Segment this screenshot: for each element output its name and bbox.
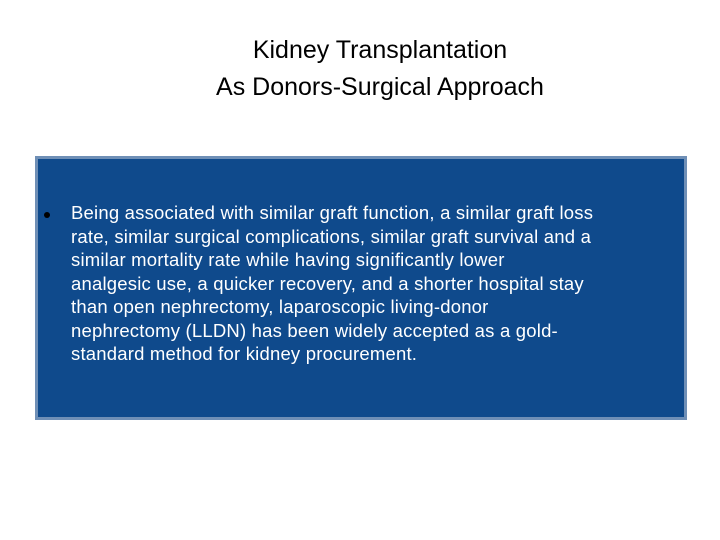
bullet-item [38, 159, 684, 417]
title-line-2: As Donors-Surgical Approach [216, 73, 544, 101]
bullet-line-5: than open nephrectomy, laparoscopic living-donor [71, 296, 489, 317]
bullet-line-2: rate, similar surgical complications, similar graft survival and a [71, 225, 592, 247]
bullet-line-4: analgesic use, a quicker recovery, and a shorter hospital stay [71, 272, 584, 294]
bullet-line-7: standard method for kidney procurement. [71, 343, 418, 364]
content-box [35, 156, 687, 420]
title-line-1: Kidney Transplantation [252, 36, 508, 64]
slide-title [120, 32, 640, 106]
bullet-dot-icon [44, 212, 50, 218]
bullet-text [71, 201, 683, 366]
bullet-line-3: similar mortality rate while having significantly lower [71, 249, 505, 270]
bullet-line-6: nephrectomy (LLDN) has been widely accepted as a gold- [71, 319, 558, 341]
bullet-line-1: Being associated with similar graft function, a similar graft loss [71, 202, 594, 223]
